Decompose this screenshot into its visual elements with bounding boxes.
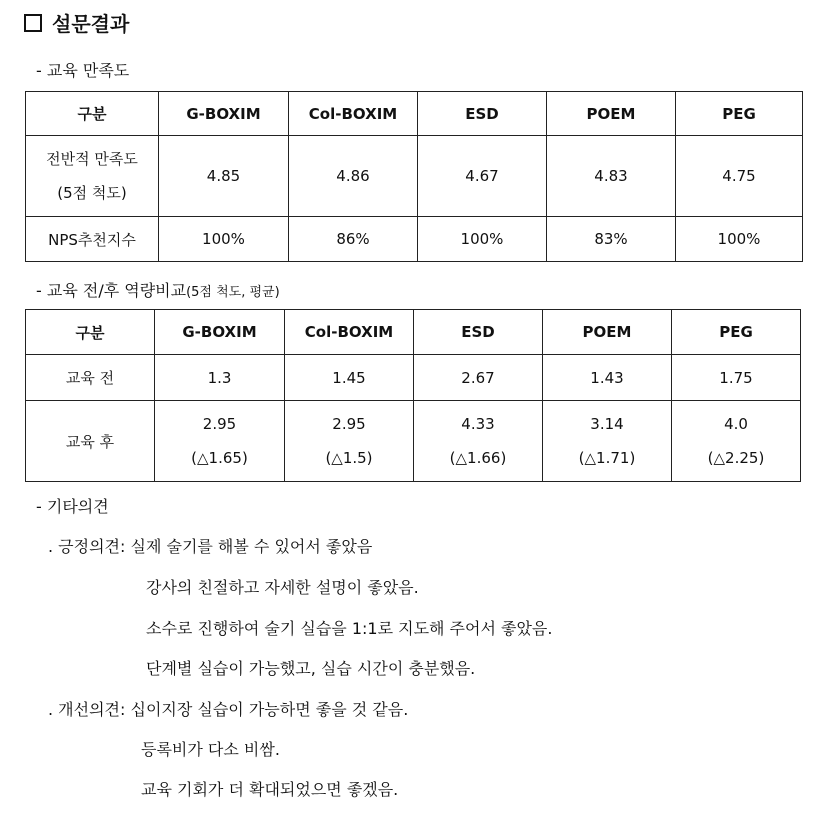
section-title-text: - 교육 전/후 역량비교 <box>36 281 187 300</box>
value-cell <box>285 401 414 482</box>
delta-value: (△2.25) <box>707 449 765 467</box>
row-label-cell <box>26 136 159 217</box>
opinion-text: 소수로 진행하여 술기 실습을 1:1로 지도해 주어서 좋았음. <box>146 619 553 638</box>
value-cell <box>155 401 285 482</box>
value-cell: 1.75 <box>672 355 801 401</box>
positive-opinion-line <box>48 534 372 557</box>
header-cell: Col-BOXIM <box>289 92 418 136</box>
value-cell <box>543 401 672 482</box>
table-header-row <box>26 310 801 355</box>
header-cell: ESD <box>418 92 547 136</box>
value-cell <box>672 401 801 482</box>
value-cell: 4.86 <box>289 136 418 217</box>
value-cell: 1.43 <box>543 355 672 401</box>
header-cell: PEG <box>676 92 803 136</box>
opinion-text: 강사의 친절하고 자세한 설명이 좋았음. <box>146 578 419 597</box>
table-header-row <box>26 92 803 136</box>
header-cell: PEG <box>672 310 801 355</box>
after-value: 2.95 <box>202 415 237 433</box>
value-cell: 86% <box>289 217 418 262</box>
improve-label: . 개선의견: <box>48 700 131 719</box>
after-value: 3.14 <box>590 415 624 433</box>
value-cell: 1.3 <box>155 355 285 401</box>
delta-value: (△1.5) <box>325 449 373 467</box>
row-label: 전반적 만족도 <box>46 150 138 168</box>
value-cell: 100% <box>676 217 803 262</box>
table-row <box>26 136 803 217</box>
opinion-text: 단계별 실습이 가능했고, 실습 시간이 충분했음. <box>146 659 476 678</box>
delta-value: (△1.66) <box>449 449 507 467</box>
opinion-text: 교육 기회가 더 확대되었으면 좋겠음. <box>141 780 399 799</box>
value-cell: 4.75 <box>676 136 803 217</box>
value-cell: 100% <box>418 217 547 262</box>
opinion-text: 십이지장 실습이 가능하면 좋을 것 같음. <box>130 700 409 719</box>
table-row <box>26 217 803 262</box>
improvement-opinion-line <box>48 697 408 720</box>
after-value: 4.33 <box>461 415 495 433</box>
header-cell: 구분 <box>26 310 155 355</box>
value-cell: 83% <box>547 217 676 262</box>
checkbox-square-icon <box>24 14 42 32</box>
value-cell: 2.67 <box>414 355 543 401</box>
value-cell: 4.83 <box>547 136 676 217</box>
row-label-cell: 교육 전 <box>26 355 155 401</box>
value-cell: 4.85 <box>159 136 289 217</box>
page-heading <box>24 8 129 37</box>
value-cell: 100% <box>159 217 289 262</box>
header-cell: Col-BOXIM <box>285 310 414 355</box>
header-cell: ESD <box>414 310 543 355</box>
heading-text: 설문결과 <box>52 12 130 36</box>
table-row <box>26 401 801 482</box>
row-label-sub: (5점 척도) <box>57 184 127 202</box>
section-title-competency <box>36 278 280 301</box>
section-title-satisfaction: - 교육 만족도 <box>36 61 130 80</box>
competency-table <box>25 309 801 482</box>
header-cell: 구분 <box>26 92 159 136</box>
table-row <box>26 355 801 401</box>
header-cell: POEM <box>547 92 676 136</box>
row-label-cell: 교육 후 <box>26 401 155 482</box>
after-value: 2.95 <box>332 415 366 433</box>
satisfaction-table <box>25 91 803 262</box>
header-cell: G-BOXIM <box>155 310 285 355</box>
section-title-opinions: - 기타의견 <box>36 497 109 516</box>
delta-value: (△1.65) <box>191 449 248 467</box>
after-value: 4.0 <box>724 415 748 433</box>
header-cell: POEM <box>543 310 672 355</box>
delta-value: (△1.71) <box>578 449 636 467</box>
section-title-note: (5점 척도, 평균) <box>186 285 280 300</box>
positive-label: . 긍정의견: <box>48 537 131 556</box>
value-cell: 4.67 <box>418 136 547 217</box>
opinion-text: 실제 술기를 해볼 수 있어서 좋았음 <box>130 537 373 556</box>
opinion-text: 등록비가 다소 비쌈. <box>141 740 280 759</box>
value-cell: 1.45 <box>285 355 414 401</box>
row-label-cell: NPS추천지수 <box>26 217 159 262</box>
header-cell: G-BOXIM <box>159 92 289 136</box>
value-cell <box>414 401 543 482</box>
